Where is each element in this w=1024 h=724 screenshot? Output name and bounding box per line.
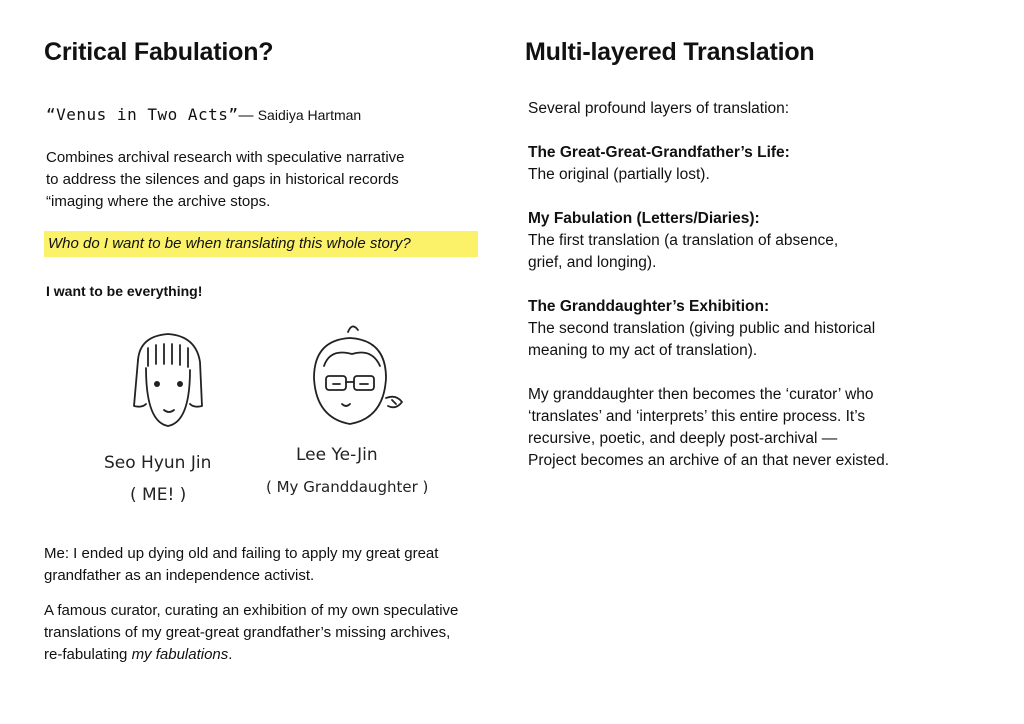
quote-author: Saidiya Hartman (257, 107, 362, 123)
seo-hyun-jin-drawing (134, 334, 202, 426)
intro-line: “imaging where the archive stops. (46, 193, 271, 210)
closing-line: recursive, poetic, and deeply post-archival — (528, 430, 838, 447)
bottom-1-line: grandfather as an independence activist. (44, 567, 315, 584)
lee-ye-jin-drawing (314, 326, 402, 424)
answer-text: I want to be everything! (46, 283, 203, 299)
bottom-paragraph-2 (44, 600, 514, 666)
intro-line: Combines archival research with speculative narrative (46, 149, 405, 166)
quote-title: “Venus in Two Acts” (46, 105, 239, 124)
layer-3-heading: The Granddaughter’s Exhibition: (528, 298, 770, 315)
layer-3 (528, 296, 988, 362)
layer-1-heading: The Great-Great-Grandfather’s Life: (528, 144, 790, 161)
bottom-2-line: translations of my great-great grandfather’s missing archives, (44, 624, 451, 641)
bottom-paragraph-1 (44, 543, 494, 587)
intro-line: to address the silences and gaps in historical records (46, 171, 399, 188)
right-intro: Several profound layers of translation: (528, 100, 790, 117)
quote-line (46, 104, 361, 127)
illustration (90, 318, 470, 518)
seo-hyun-jin-label: Seo Hyun Jin (104, 453, 212, 473)
layer-1-line: The original (partially lost). (528, 166, 710, 183)
bottom-1-line: Me: I ended up dying old and failing to apply my great great (44, 545, 439, 562)
intro-paragraph (46, 147, 466, 213)
closing-line: ‘translates’ and ‘interprets’ this entire process. It’s (528, 408, 866, 425)
layer-3-line: meaning to my act of translation). (528, 342, 758, 359)
layer-2-line: The first translation (a translation of absence, (528, 232, 839, 249)
lee-ye-jin-label: Lee Ye-Jin (296, 445, 378, 465)
layer-2-line: grief, and longing). (528, 254, 657, 271)
layer-2 (528, 208, 988, 274)
period: . (228, 646, 233, 663)
layer-2-heading: My Fabulation (Letters/Diaries): (528, 210, 760, 227)
layer-3-line: The second translation (giving public and historical (528, 320, 876, 337)
refabulating-prefix: re-fabulating (44, 646, 132, 663)
highlighted-question: Who do I want to be when translating this whole story? (44, 231, 478, 257)
quote-dash: — (238, 107, 254, 124)
bottom-2-line-last (44, 644, 514, 666)
bottom-2-line: A famous curator, curating an exhibition of my own speculative (44, 602, 459, 619)
lee-ye-jin-tag: ( My Granddaughter ) (266, 478, 429, 496)
layer-1 (528, 142, 988, 186)
left-title: Critical Fabulation? (44, 38, 274, 66)
right-title: Multi-layered Translation (525, 38, 815, 66)
my-fabulations-italic: my fabulations (131, 646, 229, 663)
seo-hyun-jin-tag: ( ME! ) (130, 485, 187, 505)
closing-line: My granddaughter then becomes the ‘curator’ who (528, 386, 874, 403)
closing-line: Project becomes an archive of an that never existed. (528, 452, 890, 469)
closing-paragraph (528, 384, 988, 472)
